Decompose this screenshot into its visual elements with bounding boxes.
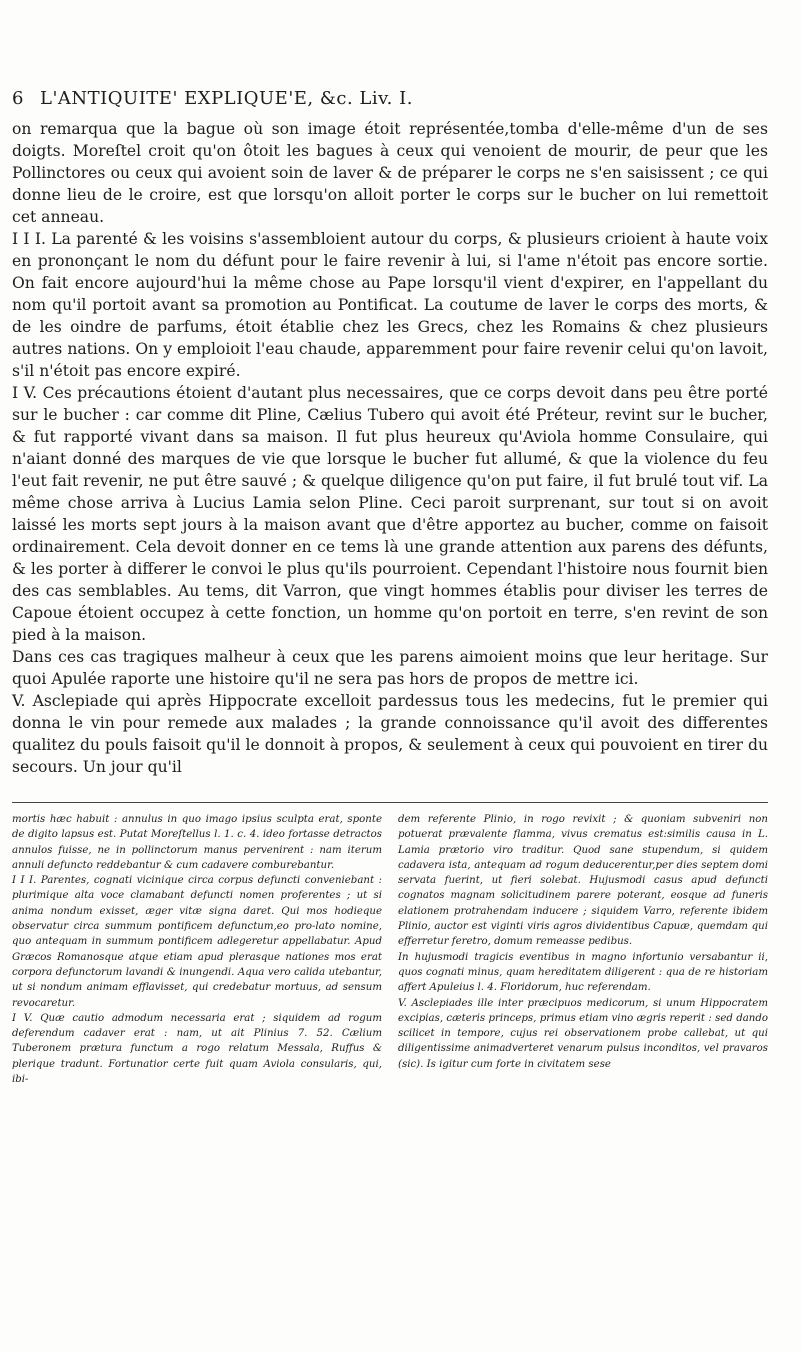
footnote-divider <box>12 802 768 803</box>
paragraph: V. Asclepiade qui après Hippocrate excelloit pardessus tous les medecins, fut le premier qui donna le vin pour remede aux malades ; la grande connoissance qu'il avoit des differentes qualitez du pouls faisoit qu'il le donnoit à propos, & seulement à ceux qui pouvoient en tirer du secours. Un jour qu'il <box>12 692 768 776</box>
paragraph: on remarqua que la bague où son image étoit représentée,tomba d'elle-même d'un de ses doigts. Moreſtel croit qu'on ôtoit les bagues à ceux qui venoient de mourir, de peur que les Pollinctores ou ceux qui avoient soin de laver & de préparer le corps ne s'en saisissent ; ce qui donne lieu de le croire, est que lorsqu'on alloit porter le corps sur le bucher on lui remettoit cet anneau. <box>12 120 768 226</box>
running-title: L'ANTIQUITE' EXPLIQUE'E, &c. Liv. I. <box>40 88 413 109</box>
paragraph: I I I. La parenté & les voisins s'assembloient autour du corps, & plusieurs crioient à haute voix en prononçant le nom du défunt pour le faire revenir à lui, si l'ame n'étoit pas encore sortie. On fait encore aujourd'hui la même chose au Pape lorsqu'il vient d'expirer, en l'appellant du nom qu'il portoit avant sa promotion au Pontificat. La coutume de laver le corps des morts, & de les oindre de parfums, étoit établie chez les Grecs, chez les Romains & chez plusieurs autres nations. On y emploioit l'eau chaude, apparemment pour faire revenir celui qu'on lavoit, s'il n'étoit pas encore expiré. <box>12 230 768 380</box>
notes-column-right <box>398 812 768 1087</box>
note-paragraph: mortis hæc habuit : annulus in quo imago ipsius sculpta erat, sponte de digito lapsus est. Putat Moreſtellus l. 1. c. 4. ideo fortasse detractos annulos fuisse, ne in pollinctorum manus pervenirent : nam iterum annuli defuncto reddebantur & cum cadavere comburebantur. <box>12 814 382 871</box>
note-paragraph: I I I. Parentes, cognati vicinique circa corpus defuncti conveniebant : plurimique alta voce clamabant defuncti nomen proferentes ; ut si anima nondum exisset, æger vitæ signa daret. Qui mos hodieque observatur circa summum pontificem defunctum,eo pro-lato nomine, quo antequam in summum pontificem adlegeretur appellabatur. Apud Græcos Romanosque atque etiam apud plerasque nationes mos erat corpora defunctorum lavandi & inungendi. Aqua vero calida utebantur, ut si nondum animam efflavisset, qui credebatur mortuus, ad sensum revocaretur. <box>12 875 382 1009</box>
paragraph: Dans ces cas tragiques malheur à ceux que les parens aimoient moins que leur heritage. Sur quoi Apulée raporte une histoire qu'il ne sera pas hors de propos de mettre ici. <box>12 648 768 688</box>
main-text <box>12 118 768 778</box>
note-paragraph: dem referente Plinio, in rogo revixit ; & quoniam subveniri non potuerat prævalente flamma, vivus crematus est:similis causa in L. Lamia prætorio viro traditur. Quod sane stupendum, si quidem cadavera ista, antequam ad rogum deducerentur,per dies septem domi servata fuerint, ut fieri solebat. Hujusmodi casus apud defuncti cognatos magnam solicitudinem parere poterant, eosque ad funeris elationem protrahendam inducere ; siquidem Varro, referente ibidem Plinio, auctor est viginti viris agros dividentibus Capuæ, quemdam qui efferretur feretro, domum remeasse pedibus. <box>398 814 768 948</box>
latin-notes <box>12 812 768 1087</box>
note-paragraph: In hujusmodi tragicis eventibus in magno infortunio versabantur ii, quos cognati minus, quam hereditatem diligerent : qua de re historiam affert Apuleius l. 4. Floridorum, huc referendam. <box>398 951 768 994</box>
note-paragraph: V. Asclepiades ille inter præcipuos medicorum, si unum Hippocratem excipias, cæteris princeps, primus etiam vino ægris reperit : sed dando scilicet in tempore, cujus rei observationem probe callebat, ut qui diligentissime animadverteret venarum pulsus inconditos, vel pravaros (sic). Is igitur cum forte in civitatem sese <box>398 997 768 1070</box>
paragraph: I V. Ces précautions étoient d'autant plus necessaires, que ce corps devoit dans peu être porté sur le bucher : car comme dit Pline, Cælius Tubero qui avoit été Préteur, revint sur le bucher, & fut rapporté vivant dans sa maison. Il fut plus heureux qu'Aviola homme Consulaire, qui n'aiant donné des marques de vie que lorsque le bucher fut allumé, & que la violence du feu l'eut fait revenir, ne put être sauvé ; & quelque diligence qu'on put faire, il fut brulé tout vif. La même chose arriva à Lucius Lamia selon Pline. Ceci paroit surprenant, sur tout si on avoit laissé les morts sept jours à la maison avant que d'être apportez au bucher, comme on faisoit ordinairement. Cela devoit donner en ce tems là une grande attention aux parens des défunts, & les porter à differer le convoi le plus qu'ils pourroient. Cependant l'histoire nous fournit bien des cas semblables. Au tems, dit Varron, que vingt hommes établis pour diviser les terres de Capoue étoient occupez à cette fonction, un homme qu'on portoit en terre, s'en revint de son pied à la maison. <box>12 384 768 644</box>
running-header <box>12 88 771 114</box>
notes-column-left <box>12 812 382 1087</box>
page-number: 6 <box>12 88 24 109</box>
note-paragraph: I V. Quæ cautio admodum necessaria erat ; siquidem ad rogum deferendum cadaver erat : nam, ut ait Plinius 7. 52. Cælium Tuberonem prætura functum a rogo relatum Messala, Ruffus & plerique tradunt. Fortunatior certe fuit quam Aviola consularis, qui, ibi- <box>12 1012 382 1086</box>
